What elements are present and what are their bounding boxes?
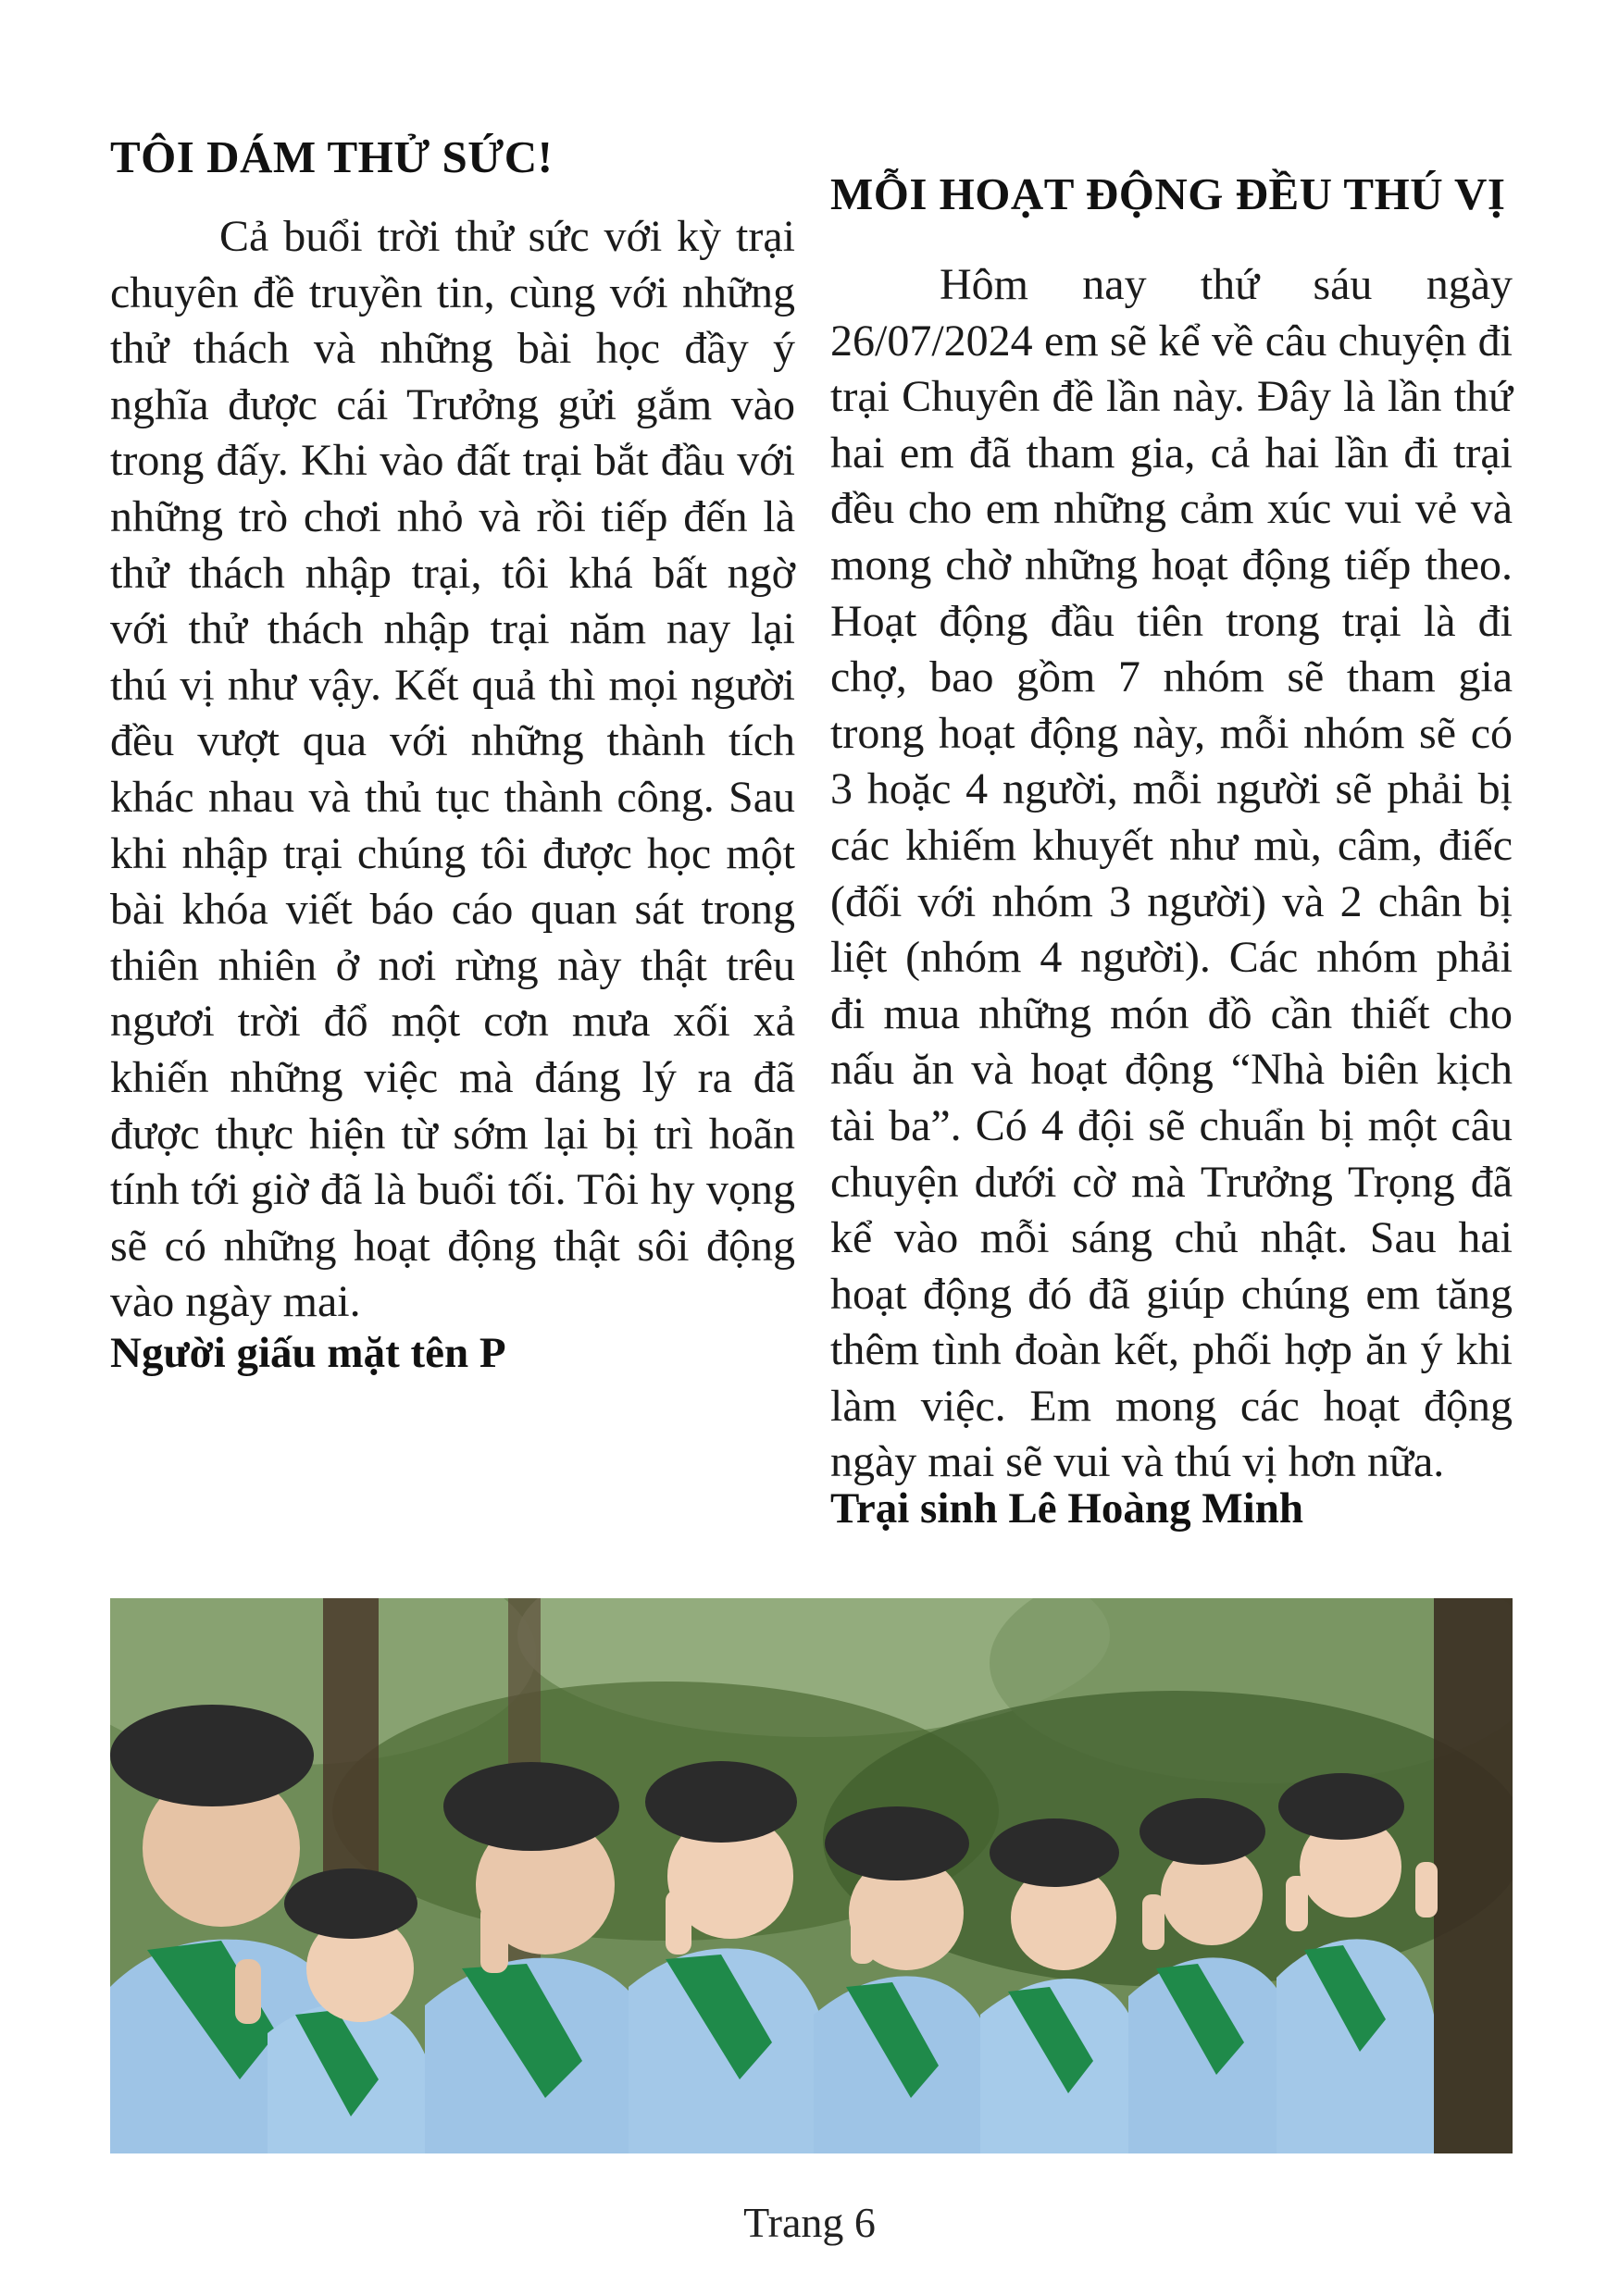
left-article-title: TÔI DÁM THỬ SỨC!: [110, 131, 554, 182]
page-number: Trang 6: [743, 2199, 876, 2246]
scouts-photo-illustration: [110, 1598, 1513, 2153]
right-article-title: MỖI HOẠT ĐỘNG ĐỀU THÚ VỊ: [830, 168, 1506, 219]
right-article-author: Trại sinh Lê Hoàng Minh: [830, 1484, 1304, 1533]
left-article-body: Cả buổi trời thử sức với kỳ trại chuyên đề truyền tin, cùng với những thử thách và những bài học đầy ý nghĩa được cái Trưởng gửi gắm vào trong đấy. Khi vào đất trại bắt đầu với những trò chơi nhỏ và rồi tiếp đến là thử thách nhập trại, tôi khá bất ngờ với thử thách nhập trại năm nay lại thú vị như vậy. Kết quả thì mọi người đều vượt qua với những thành tích khác nhau và thủ tục thành công. Sau khi nhập trại chúng tôi được học một bài khóa viết báo cáo quan sát trong thiên nhiên ở nơi rừng này thật trêu ngươi trời đổ một cơn mưa xối xả khiến những việc mà đáng lý ra đã được thực hiện từ sớm lại bị trì hoãn tính tới giờ đã là buổi tối. Tôi hy vọng sẽ có những hoạt động thật sôi động vào ngày mai.: [110, 212, 795, 1327]
left-article-author: Người giấu mặt tên P: [110, 1329, 506, 1377]
scouts-photo: [110, 1598, 1513, 2153]
right-article-body: Hôm nay thứ sáu ngày 26/07/2024 em sẽ kể về câu chuyện đi trại Chuyên đề lần này. Đây là lần thứ hai em đã tham gia, cả hai lần đi trại đều cho em những cảm xúc vui vẻ và mong chờ những hoạt động tiếp theo. Hoạt động đầu tiên trong trại là đi chợ, bao gồm 7 nhóm sẽ tham gia trong hoạt động này, mỗi nhóm sẽ có 3 hoặc 4 người, mỗi người sẽ phải bị các khiếm khuyết như mù, câm, điếc (đối với nhóm 3 người) và 2 chân bị liệt (nhóm 4 người). Các nhóm phải đi mua những món đồ cần thiết cho nấu ăn và hoạt động “Nhà biên kịch tài ba”. Có 4 đội sẽ chuẩn bị một câu chuyện dưới cờ mà Trưởng Trọng đã kể vào mỗi sáng chủ nhật. Sau hai hoạt động đó đã giúp chúng em tăng thêm tình đoàn kết, phối hợp ăn ý khi làm việc. Em mong các hoạt động ngày mai sẽ vui và thú vị hơn nữa.: [830, 260, 1513, 1487]
